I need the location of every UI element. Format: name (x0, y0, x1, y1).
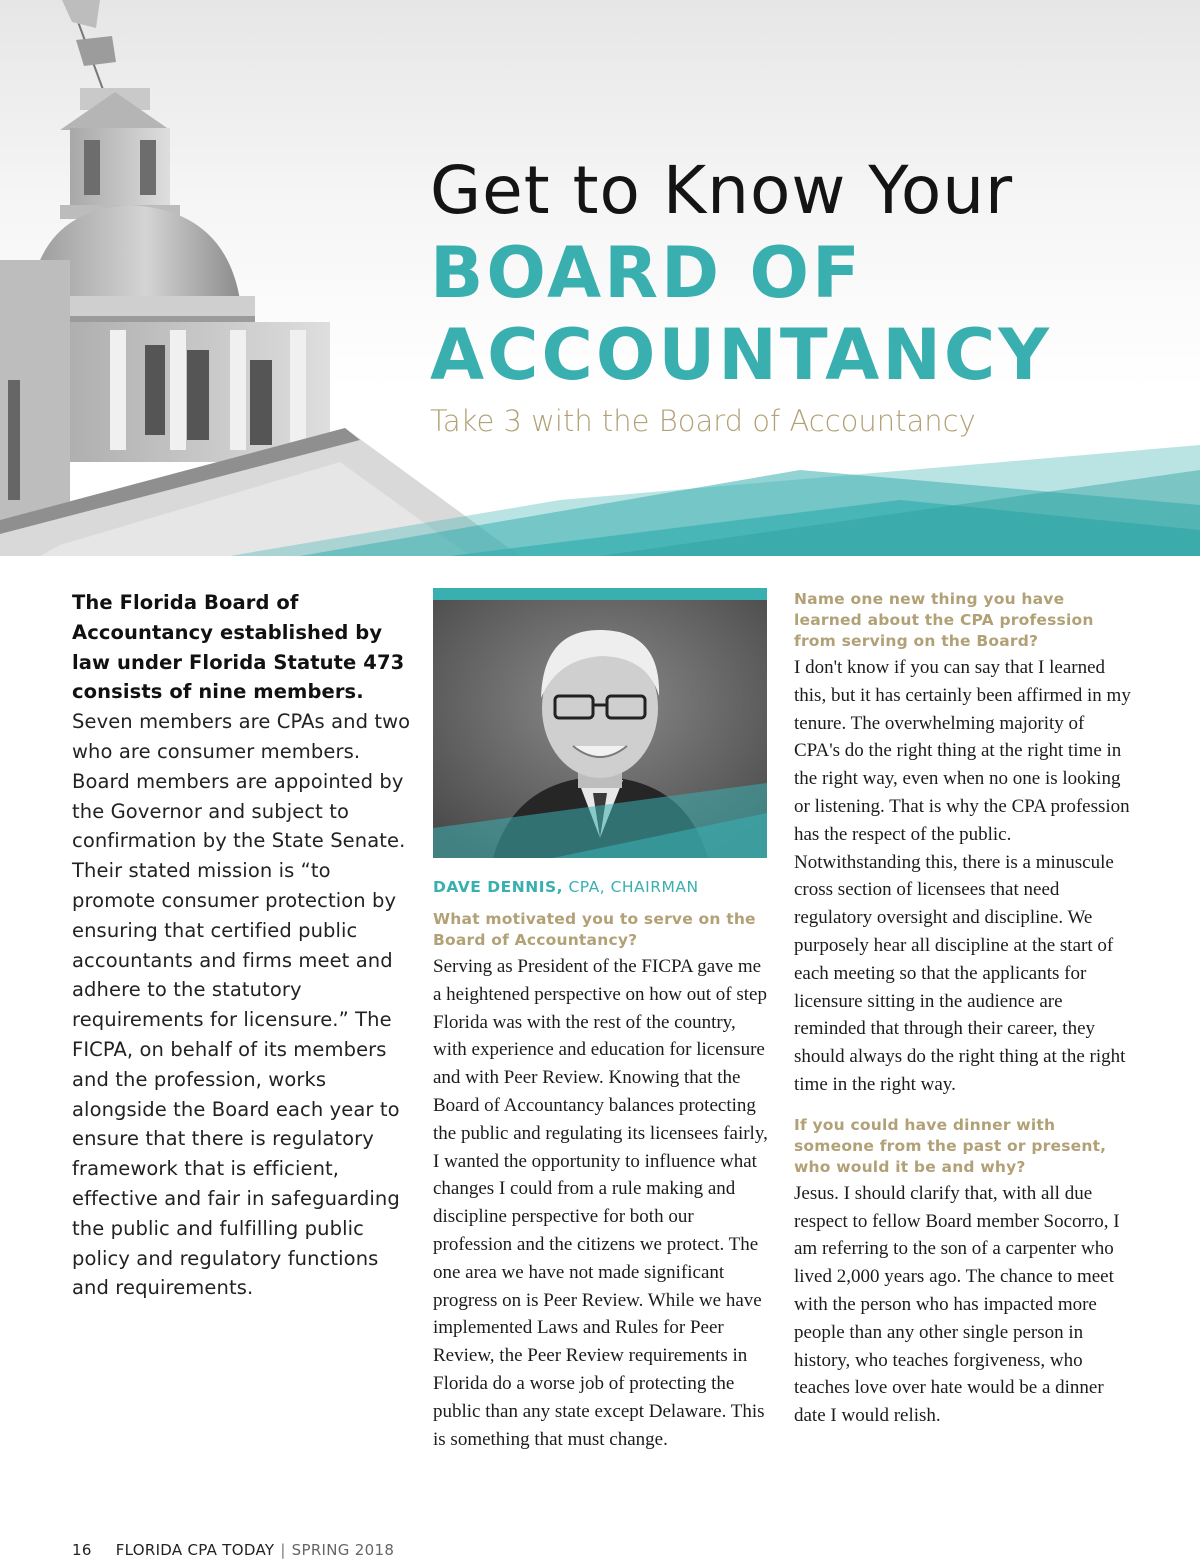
intro-body-text: Seven members are CPAs and two who are consumer members. Board members are appointed by the Governor and subject to confirmation by the State Senate. Their stated mission is “to promote consumer protection by ensuring that certified public accountants and firms meet and adhere to the statutory requirements for licensure.” The FICPA, on behalf of its members and the profession, works alongside the Board each year to ensure that there is regulatory framework that is efficient, effective and fair in safeguarding the public and fulfilling public policy and regulatory functions and requirements. (72, 710, 411, 1300)
headline-line-1: Get to Know Your (430, 152, 1014, 229)
intro-lead-text: The Florida Board of Accountancy established by law under Florida Statute 473 consists of nine members. (72, 591, 405, 704)
portrait-illustration (433, 588, 767, 858)
page-number: 16 (72, 1541, 92, 1559)
profile-name: DAVE DENNIS, (433, 878, 564, 896)
magazine-name: FLORIDA CPA TODAY (115, 1541, 275, 1559)
headline-subtitle: Take 3 with the Board of Accountancy (430, 404, 976, 438)
qa-column-right (794, 589, 1134, 1430)
footer-separator: | (280, 1541, 286, 1559)
qa-column-middle (433, 909, 773, 1453)
hero-banner (0, 0, 1200, 556)
issue-date: SPRING 2018 (291, 1541, 395, 1559)
headline-line-2: BOARD OF (430, 232, 863, 314)
question-3: If you could have dinner with someone from the past or present, who would it be and why? (794, 1115, 1107, 1176)
profile-title: CPA, CHAIRMAN (563, 878, 699, 896)
question-1: What motivated you to serve on the Board of Accountancy? (433, 910, 756, 949)
photo-teal-bar (433, 588, 767, 600)
answer-1: Serving as President of the FICPA gave me a heightened perspective on how out of step Florida was with the rest of the country, with experience and education for licensure and with Peer Review. Knowing that the Board of Accountancy balances protecting the public and regulating its licensees fairly, I wanted the opportunity to influence what changes I could from a rule making and discipline perspective for both our profession and the citizens we protect. The one area we have not made significant progress on is Peer Review. While we have implemented Laws and Rules for Peer Review, the Peer Review requirements in Florida do a worse job of protecting the public than any state except Delaware. This is something that must change. (433, 956, 768, 1450)
answer-3: Jesus. I should clarify that, with all due respect to fellow Board member Socorro, I am referring to the son of a carpenter who lived 2,000 years ago. The chance to meet with the person who has impacted more people than any other single person in history, who teaches forgiveness, who teaches love over hate would be a dinner date I would relish. (794, 1182, 1120, 1427)
profile-name-line (433, 878, 699, 896)
answer-2: I don't know if you can say that I learned this, but it has certainly been affirmed in my tenure. The overwhelming majority of CPA's do the right thing at the right time in the right way, even when no one is looking or listening. That is why the CPA profession has the respect of the public. Notwithstanding this, there is a minuscule cross section of licensees that need regulatory oversight and discipline. We purposely hear all discipline at the start of each meeting so that the applicants for licensure sitting in the audience are reminded that through their career, they should always do the right thing at the right time in the right way. (794, 657, 1131, 1095)
dave-dennis-portrait-photo (433, 588, 767, 858)
headline-line-3: ACCOUNTANCY (430, 314, 1052, 396)
intro-paragraph (72, 588, 412, 1303)
page-footer (72, 1541, 394, 1559)
question-2: Name one new thing you have learned about the CPA profession from serving on the Board? (794, 590, 1094, 650)
